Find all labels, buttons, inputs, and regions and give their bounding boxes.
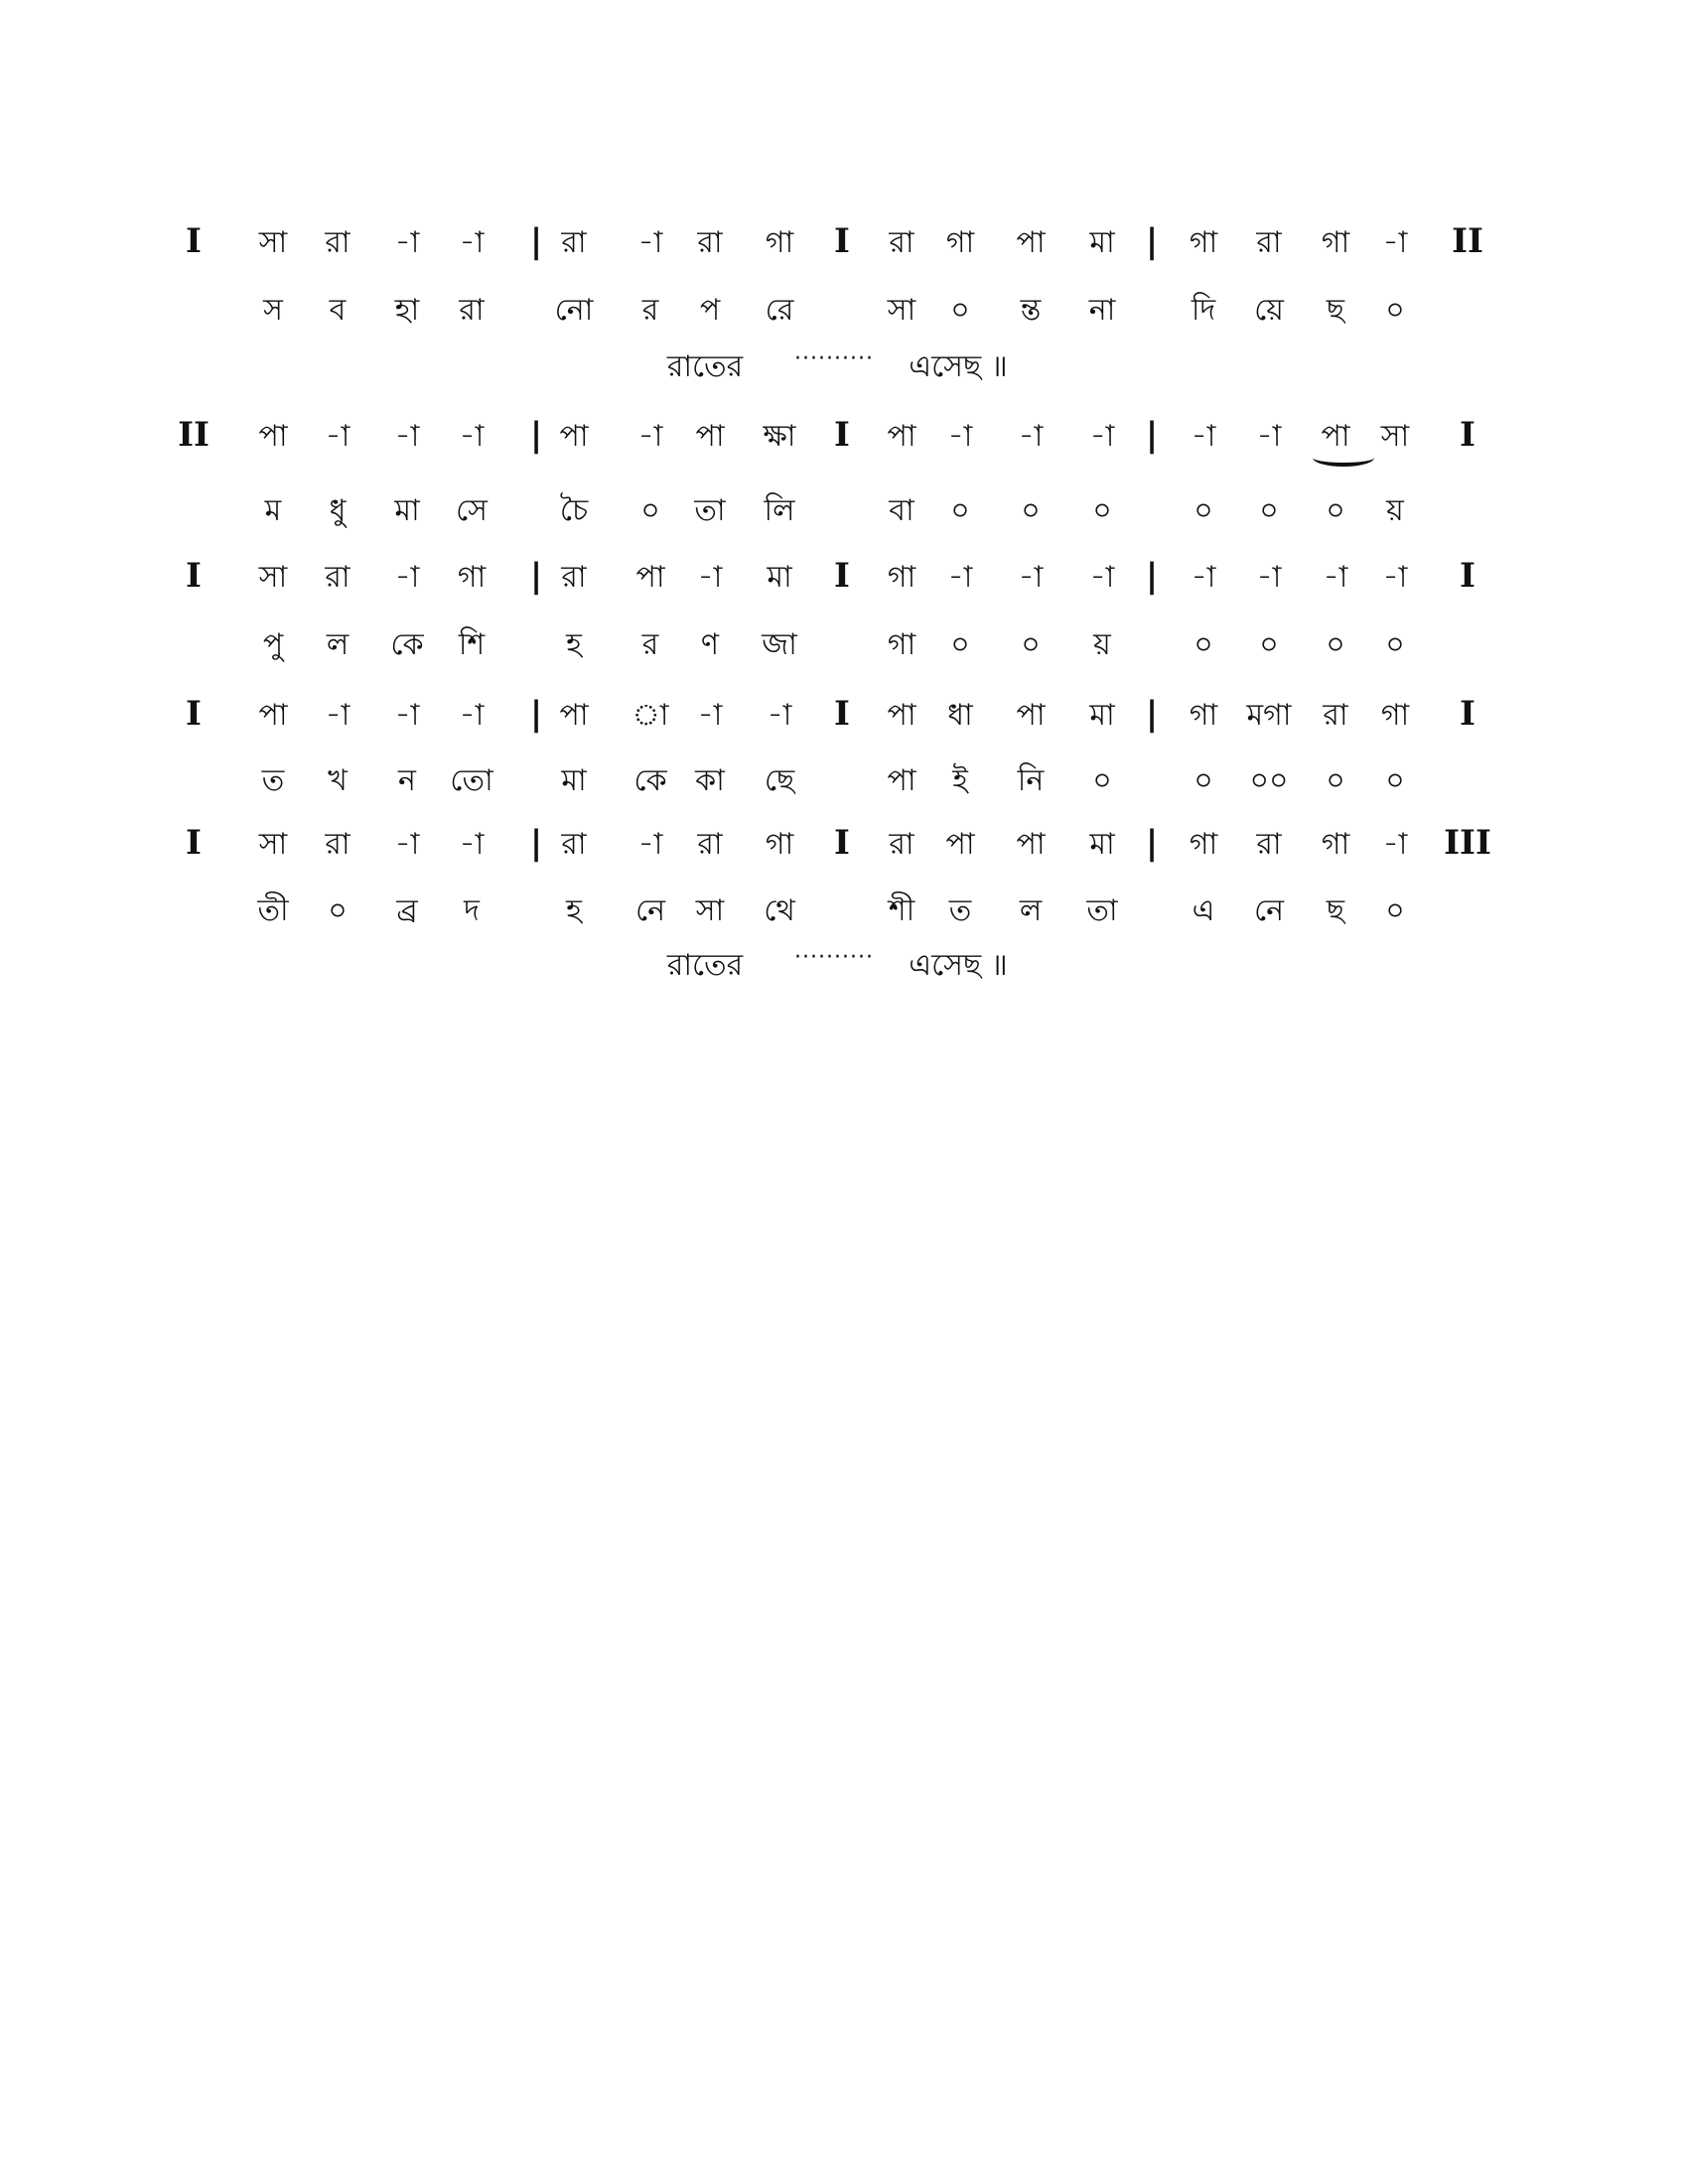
barline: | (529, 823, 543, 863)
swara-note: সা (258, 827, 288, 862)
lyric-syllable: য় (1093, 627, 1111, 662)
lyric-syllable: দি (1191, 293, 1216, 328)
lyric-syllable: এ (1192, 893, 1215, 928)
line-start-barline: I (186, 556, 202, 596)
lyric-syllable: রা (459, 293, 485, 328)
lyric-syllable: ব (329, 293, 347, 328)
lyric-syllable: ০ (1259, 493, 1279, 528)
swara-note: -া (1382, 225, 1408, 260)
lyric-syllable: ০ (1326, 627, 1345, 662)
swara-note: গা (1380, 698, 1410, 733)
swara-note: পা (887, 419, 916, 454)
barline: I (834, 823, 850, 863)
lyric-syllable: প (699, 293, 721, 328)
swara-note: পা (258, 419, 288, 454)
swara-note: গা (1189, 698, 1218, 733)
barline: I (1460, 415, 1476, 455)
lyric-syllable: হ (566, 893, 582, 928)
lyric-syllable: য় (1386, 493, 1404, 528)
lyric-syllable: দ (464, 893, 480, 928)
lyric-syllable: বা (889, 493, 914, 528)
lyric-syllable: হ (566, 627, 582, 662)
lyric-syllable: ০ (1385, 763, 1405, 798)
lyric-syllable: লি (764, 493, 795, 528)
swara-note: মা (1089, 698, 1115, 733)
lyric-syllable: র (641, 293, 659, 328)
lyric-syllable: পা (887, 763, 916, 798)
swara-note: -া (325, 698, 351, 733)
lyric-syllable: তা (694, 493, 726, 528)
lyric-syllable: র (641, 627, 659, 662)
swara-note: -া (1191, 560, 1216, 595)
swara-note: -া (1256, 419, 1282, 454)
swara-note: -া (1323, 560, 1348, 595)
lyric-syllable: ০ (328, 893, 348, 928)
lyric-syllable: ল (326, 627, 350, 662)
barline: | (1145, 556, 1159, 596)
lyric-syllable: ০ (950, 493, 970, 528)
barline: III (1444, 823, 1491, 863)
swara-note: ক্ষা (763, 419, 796, 454)
lyric-syllable: ০ (1194, 627, 1213, 662)
swara-note: রা (1256, 827, 1282, 862)
swara-note: -া (1089, 419, 1115, 454)
swara-note: মা (1089, 225, 1115, 260)
swara-note: পা (1016, 225, 1046, 260)
swara-note: -া (767, 698, 792, 733)
lyric-syllable: ন্ত (1020, 293, 1042, 328)
barline: | (1145, 823, 1159, 863)
swara-note: -া (1256, 560, 1282, 595)
swara-note: -া (459, 827, 485, 862)
lyric-syllable: ০ (1021, 627, 1041, 662)
swara-note: রা (561, 225, 587, 260)
barline: I (834, 221, 850, 261)
swara-note: সা (1380, 419, 1410, 454)
swara-note: -া (697, 560, 723, 595)
barline: | (529, 415, 543, 455)
swara-note: রা (1323, 698, 1348, 733)
line-start-barline: I (186, 694, 202, 734)
lyric-syllable: ০ (1194, 763, 1213, 798)
lyric-syllable: কা (695, 763, 725, 798)
lyric-syllable: না (1088, 293, 1116, 328)
swara-note: রা (697, 827, 723, 862)
barline: I (1460, 556, 1476, 596)
lyric-syllable: চৈ (559, 493, 589, 528)
swara-note: রা (561, 560, 587, 595)
swara-note: পা (1016, 827, 1046, 862)
lyric-syllable: ধু (329, 493, 347, 528)
swara-note: সা (258, 560, 288, 595)
swara-note: -া (459, 225, 485, 260)
slur-mark (1313, 449, 1374, 467)
swara-note: রা (889, 827, 914, 862)
barline: | (1145, 694, 1159, 734)
swara-note: -া (394, 225, 420, 260)
lyric-syllable: রে (765, 293, 794, 328)
swara-note: গা (945, 225, 975, 260)
lyric-syllable: ছে (764, 763, 795, 798)
lyric-syllable: জা (762, 627, 797, 662)
swara-note: -া (947, 419, 973, 454)
barline: | (1145, 221, 1159, 261)
lyric-syllable: পু (262, 627, 284, 662)
lyric-syllable: ০ (640, 493, 660, 528)
lyric-syllable: কে (390, 627, 424, 662)
line-start-barline: II (178, 415, 210, 455)
lyric-syllable: ০ (1259, 627, 1279, 662)
barline: I (1460, 694, 1476, 734)
swara-note: -া (697, 698, 723, 733)
lyric-syllable: খ (328, 763, 348, 798)
lyric-syllable: ০ (1385, 627, 1405, 662)
swara-note: া (632, 698, 669, 733)
lyric-syllable: সা (887, 293, 916, 328)
lyric-syllable: ০ (1092, 493, 1112, 528)
swara-note: পা (258, 698, 288, 733)
barline: | (529, 556, 543, 596)
swara-note: রা (1256, 225, 1282, 260)
lyric-syllable: ০ (1326, 493, 1345, 528)
lyric-syllable: নো (554, 293, 594, 328)
lyric-syllable: নি (1017, 763, 1045, 798)
lyric-syllable: তো (450, 763, 493, 798)
swara-note: গা (887, 560, 916, 595)
swara-note: গা (765, 827, 794, 862)
swara-note: পা (887, 698, 916, 733)
swara-note: মগা (1246, 698, 1292, 733)
barline: I (834, 415, 850, 455)
refrain-end: এসেছ ॥ (909, 349, 1008, 384)
lyric-syllable: নে (634, 893, 666, 928)
swara-note: গা (1189, 225, 1218, 260)
swara-note: -া (459, 419, 485, 454)
lyric-syllable: ই (952, 763, 968, 798)
swara-note: -া (394, 827, 420, 862)
swara-note: পা (559, 419, 589, 454)
lyric-syllable: ল (1019, 893, 1043, 928)
lyric-syllable: তী (257, 893, 289, 928)
swara-note: -া (459, 698, 485, 733)
swara-note: -া (394, 419, 420, 454)
swara-note: মা (767, 560, 792, 595)
swara-note: রা (325, 225, 351, 260)
refrain-start: রাতের (666, 948, 744, 983)
lyric-syllable: শি (458, 627, 486, 662)
lyric-syllable: ত (948, 893, 972, 928)
lyric-syllable: স (263, 293, 283, 328)
lyric-syllable: ০ (1385, 293, 1405, 328)
swara-note: গা (765, 225, 794, 260)
lyric-syllable: ম (264, 493, 282, 528)
swara-note: পা (695, 419, 725, 454)
lyric-syllable: ব্র (396, 893, 418, 928)
lyric-syllable: মা (394, 493, 420, 528)
refrain-start: রাতের (666, 349, 744, 384)
lyric-syllable: ০ (1092, 763, 1112, 798)
swara-note: -া (1089, 560, 1115, 595)
barline: | (529, 221, 543, 261)
swara-note: মা (1089, 827, 1115, 862)
swara-note: রা (325, 827, 351, 862)
swara-note: -া (1191, 419, 1216, 454)
lyric-syllable: ০ (950, 627, 970, 662)
swara-note: পা (945, 827, 975, 862)
barline: | (1145, 415, 1159, 455)
lyric-syllable: সে (456, 493, 488, 528)
lyric-syllable: কে (633, 763, 667, 798)
barline: I (834, 694, 850, 734)
lyric-syllable: ছ (1326, 893, 1345, 928)
lyric-syllable: নে (1253, 893, 1285, 928)
lyric-syllable: মা (561, 763, 587, 798)
swara-note: -া (1018, 419, 1044, 454)
barline: I (834, 556, 850, 596)
swara-note: সা (258, 225, 288, 260)
refrain-dots: ·········· (794, 945, 874, 970)
lyric-syllable: ছ (1326, 293, 1345, 328)
swara-note: -া (1018, 560, 1044, 595)
lyric-syllable: ণ (700, 627, 720, 662)
lyric-syllable: সা (695, 893, 725, 928)
line-start-barline: I (186, 823, 202, 863)
lyric-syllable: ত (261, 763, 285, 798)
lyric-syllable: য়ে (1254, 293, 1284, 328)
swara-note: -া (637, 419, 663, 454)
swara-note: রা (325, 560, 351, 595)
swara-note: রা (889, 225, 914, 260)
swara-note: রা (697, 225, 723, 260)
swara-note: -া (1382, 560, 1408, 595)
lyric-syllable: থে (764, 893, 795, 928)
lyric-syllable: ০ (1194, 493, 1213, 528)
lyric-syllable: ০ (950, 293, 970, 328)
swara-note: -া (947, 560, 973, 595)
swara-note: গা (457, 560, 487, 595)
refrain-end: এসেছ ॥ (909, 948, 1008, 983)
refrain-dots: ·········· (794, 346, 874, 371)
swara-note: পা (635, 560, 665, 595)
swara-note: পা (1016, 698, 1046, 733)
swara-note: রা (561, 827, 587, 862)
lyric-syllable: হা (394, 293, 420, 328)
barline: II (1452, 221, 1483, 261)
swara-note: -া (1382, 827, 1408, 862)
swara-note: -া (637, 827, 663, 862)
swara-note: -া (394, 698, 420, 733)
swara-note: গা (1189, 827, 1218, 862)
lyric-syllable: শী (888, 893, 915, 928)
swara-note: -া (637, 225, 663, 260)
lyric-syllable: ০ (1385, 893, 1405, 928)
swara-note: -া (325, 419, 351, 454)
lyric-syllable: ০ (1021, 493, 1041, 528)
barline: | (529, 694, 543, 734)
lyric-syllable: ০ (1326, 763, 1345, 798)
lyric-syllable: তা (1086, 893, 1118, 928)
swara-note: গা (1321, 225, 1350, 260)
lyric-syllable: ০০ (1249, 763, 1289, 798)
swara-note: পা (1321, 419, 1350, 454)
swara-note: পা (559, 698, 589, 733)
swara-note: ধা (947, 698, 973, 733)
swara-note: -া (394, 560, 420, 595)
lyric-syllable: ন (398, 763, 416, 798)
line-start-barline: I (186, 221, 202, 261)
swara-note: গা (1321, 827, 1350, 862)
lyric-syllable: গা (887, 627, 916, 662)
